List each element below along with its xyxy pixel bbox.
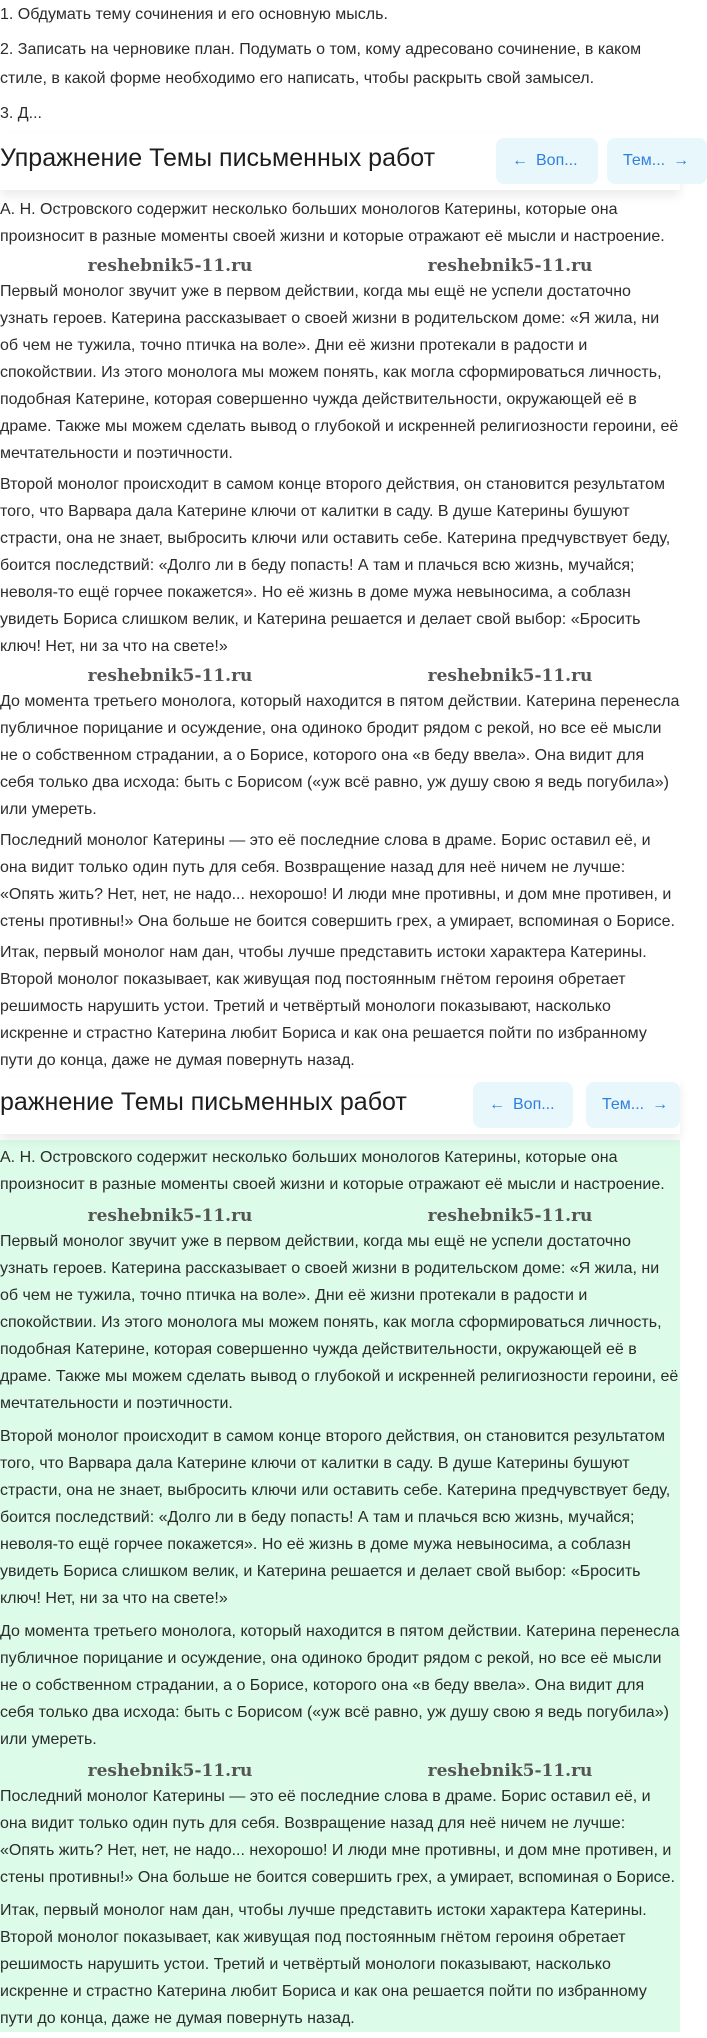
- paragraph: Второй монолог происходит в самом конце второго действия, он становится результатом того, что Варвара дала Катерине ключи от калитки в саду. В душе Катерины бушуют страсти, она не знает, выбросить ключи или оставить себе. Катерина предчувствует беду, боится последствий: «Долго ли в беду попасть! А там и плачься всю жизнь, мучайся; неволя-то ещё горчее покажется». Но её жизнь в доме мужа невыносима, а соблазн увидеть Бориса слишком велик, и Катерина решается и делает свой выбор: «Бросить ключ! Нет, ни за что на свете!»: [0, 1428, 671, 1607]
- watermark: reshebnik5-11.ru: [87, 666, 253, 686]
- watermark: reshebnik5-11.ru: [87, 256, 253, 276]
- paragraph: Последний монолог Катерины — это её последние слова в драме. Борис оставил её, и она видит только один путь для себя. Возвращение назад для неё ничем не лучше: «Опять жить? Нет, нет, не надо... нехорошо! И люди мне противны, и дом мне противен, и стены противны!» Она больше не боится совершить грех, а умирает, вспоминая о Борисе.: [0, 1788, 675, 1886]
- paragraph: Второй монолог происходит в самом конце второго действия, он становится результатом того, что Варвара дала Катерине ключи от калитки в саду. В душе Катерины бушуют страсти, она не знает, выбросить ключи или оставить себе. Катерина предчувствует беду, боится последствий: «Долго ли в беду попасть! А там и плачься всю жизнь, мучайся; неволя-то ещё горчее покажется». Но её жизнь в доме мужа невыносима, а соблазн увидеть Бориса слишком велик, и Катерина решается и делает свой выбор: «Бросить ключ! Нет, ни за что на свете!»: [0, 476, 671, 655]
- intro-step: 1. Обдумать тему сочинения и его основную мысль.: [0, 6, 388, 23]
- next-label: Тем...: [602, 1096, 645, 1113]
- prev-label: Воп...: [536, 152, 578, 169]
- intro-step: 3. Д...: [0, 105, 42, 122]
- watermark-row: [0, 1204, 680, 1228]
- paragraph: Итак, первый монолог нам дан, чтобы лучше представить истоки характера Катерины. Второй монолог показывает, как живущая под постоянным гнётом героиня обретает решимость нарушить устои. Третий и четвёртый монологи показывают, насколько искренне и страстно Катерина любит Бориса и как она решается пойти по избранному пути до конца, даже не думая повернуть назад.: [0, 1902, 647, 2027]
- page-title: ражнение Темы письменных работ: [0, 1088, 407, 1116]
- arrow-right-icon: →: [673, 152, 690, 169]
- watermark-row: [0, 254, 680, 278]
- paragraph: Первый монолог звучит уже в первом действии, когда мы ещё не успели достаточно узнать героев. Катерина рассказывает о своей жизни в родительском доме: «Я жила, ни об чем не тужила, точно птичка на воле». Дни её жизни протекали в радости и спокойствии. Из этого монолога мы можем понять, как могла сформироваться личность, подобная Катерине, которая совершенно чужда действительности, окружающей её в драме. Также мы можем сделать вывод о глубокой и искренней религиозности героини, её мечтательности и поэтичности.: [0, 283, 679, 462]
- watermark: reshebnik5-11.ru: [427, 1761, 593, 1781]
- sticky-header-duplicate: [0, 1078, 680, 1134]
- arrow-left-icon: ←: [489, 1096, 505, 1113]
- page-title: Упражнение Темы письменных работ: [0, 144, 436, 172]
- article-text-highlighted: [0, 1140, 680, 2032]
- watermark-row: [0, 1759, 680, 1783]
- next-button[interactable]: [607, 138, 707, 184]
- sticky-header: [0, 134, 690, 190]
- prev-button[interactable]: [473, 1082, 573, 1128]
- paragraph: До момента третьего монолога, который находится в пятом действии. Катерина перенесла публичное порицание и осуждение, она одиноко бродит рядом с рекой, но все её мысли не о собственном страдании, а о Борисе, которого она «в беду ввела». Она видит для себя только два исхода: быть с Борисом («уж всё равно, уж душу свою я ведь погубила») или умереть.: [0, 693, 680, 818]
- watermark: reshebnik5-11.ru: [427, 256, 593, 276]
- paragraph: До момента третьего монолога, который находится в пятом действии. Катерина перенесла публичное порицание и осуждение, она одиноко бродит рядом с рекой, но все её мысли не о собственном страдании, а о Борисе, которого она «в беду ввела». Она видит для себя только два исхода: быть с Борисом («уж всё равно, уж душу свою я ведь погубила») или умереть.: [0, 1623, 680, 1748]
- paragraph: А. Н. Островского содержит несколько больших монологов Катерины, которые она произносит в разные моменты своей жизни и которые отражают её мысли и настроение.: [0, 1149, 665, 1193]
- intro-step: 2. Записать на черновике план. Подумать о том, кому адресовано сочинение, в каком стиле, в какой форме необходимо его написать, чтобы раскрыть свой замысел.: [0, 41, 642, 87]
- watermark: reshebnik5-11.ru: [427, 1206, 593, 1226]
- arrow-right-icon: →: [652, 1096, 669, 1113]
- paragraph: Последний монолог Катерины — это её последние слова в драме. Борис оставил её, и она видит только один путь для себя. Возвращение назад для неё ничем не лучше: «Опять жить? Нет, нет, не надо... нехорошо! И люди мне противны, и дом мне противен, и стены противны!» Она больше не боится совершить грех, а умирает, вспоминая о Борисе.: [0, 832, 675, 930]
- watermark: reshebnik5-11.ru: [87, 1761, 253, 1781]
- prev-label: Воп...: [513, 1096, 555, 1113]
- paragraph: А. Н. Островского содержит несколько больших монологов Катерины, которые она произносит в разные моменты своей жизни и которые отражают её мысли и настроение.: [0, 201, 665, 245]
- watermark: reshebnik5-11.ru: [427, 666, 593, 686]
- arrow-left-icon: ←: [512, 152, 528, 169]
- paragraph: Итак, первый монолог нам дан, чтобы лучше представить истоки характера Катерины. Второй монолог показывает, как живущая под постоянным гнётом героиня обретает решимость нарушить устои. Третий и четвёртый монологи показывают, насколько искренне и страстно Катерина любит Бориса и как она решается пойти по избранному пути до конца, даже не думая повернуть назад.: [0, 944, 647, 1069]
- next-label: Тем...: [623, 152, 666, 169]
- watermark-row: [0, 664, 680, 688]
- watermark: reshebnik5-11.ru: [87, 1206, 253, 1226]
- intro-steps: [0, 0, 680, 128]
- paragraph: Первый монолог звучит уже в первом действии, когда мы ещё не успели достаточно узнать героев. Катерина рассказывает о своей жизни в родительском доме: «Я жила, ни об чем не тужила, точно птичка на воле». Дни её жизни протекали в радости и спокойствии. Из этого монолога мы можем понять, как могла сформироваться личность, подобная Катерине, которая совершенно чужда действительности, окружающей её в драме. Также мы можем сделать вывод о глубокой и искренней религиозности героини, её мечтательности и поэтичности.: [0, 1233, 679, 1412]
- next-button[interactable]: [586, 1082, 680, 1128]
- prev-button[interactable]: [496, 138, 598, 184]
- article-text: [0, 196, 680, 1074]
